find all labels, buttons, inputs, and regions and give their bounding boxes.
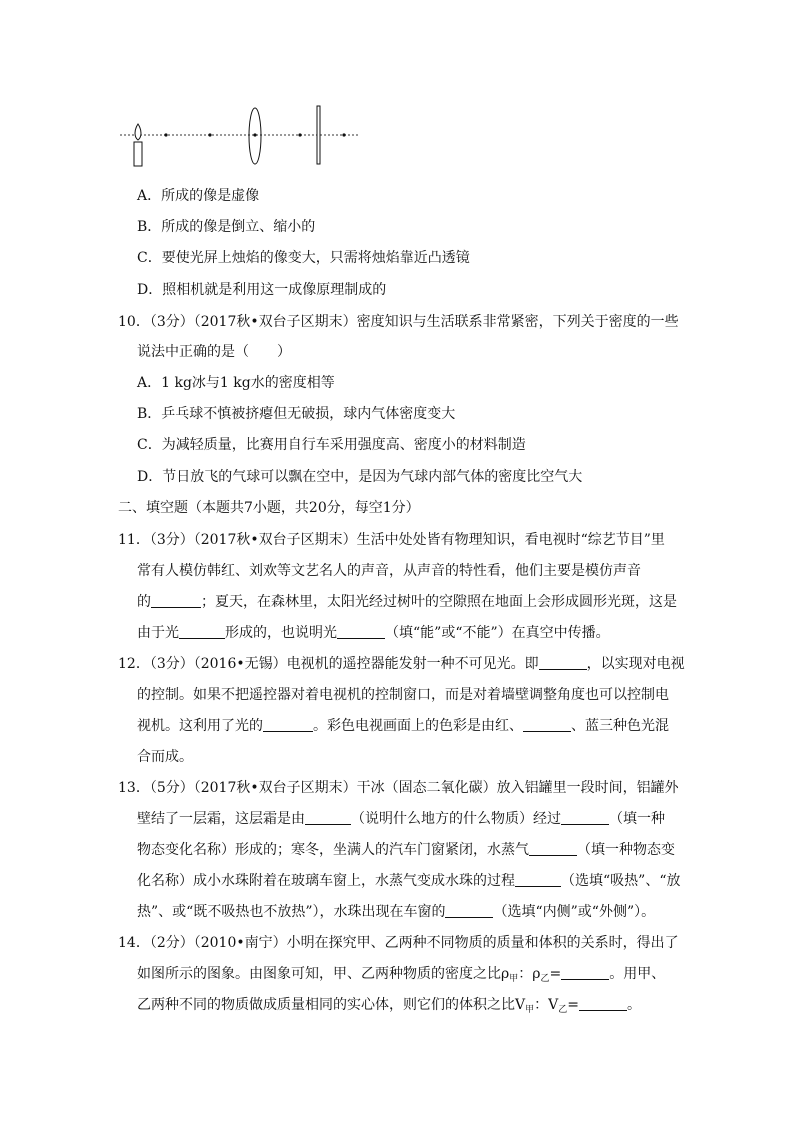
q13-line3: 物态变化名称）形成的；寒冬，坐满人的汽车门窗紧闭，水蒸气 （填一种物态变 xyxy=(137,842,675,858)
answer-blank[interactable] xyxy=(305,810,351,825)
answer-blank[interactable] xyxy=(337,624,385,639)
q13-line2: 壁结了一层霜，这层霜是由 （说明什么地方的什么物质）经过 （填一种 xyxy=(137,811,665,827)
answer-blank[interactable] xyxy=(529,841,577,856)
q12-line1: 12．（3分）（2016•无锡）电视机的遥控器能发射一种不可见光。即 ，以实现对电视 xyxy=(118,656,685,672)
q11-line1: 11．（3分）（2017秋•双台子区期末）生活中处处皆有物理知识，看电视时“综艺节目”里 xyxy=(118,532,665,548)
axis-point xyxy=(208,133,211,136)
answer-blank[interactable] xyxy=(523,717,571,732)
q12-line3: 视机。这利用了光的 。彩色电视画面上的色彩是由红、 、蓝三种色光混 xyxy=(137,718,669,734)
answer-blank[interactable] xyxy=(445,903,493,918)
subscript-jia: 甲 xyxy=(509,974,519,984)
q14-line2: 如图所示的图象。由图象可知，甲、乙两种物质的密度之比$\rho_甲$：$\rho_乙=$ 。用甲、 xyxy=(137,966,666,984)
answer-blank[interactable] xyxy=(539,655,587,670)
answer-blank[interactable] xyxy=(151,593,201,608)
q14-line1: 14．（2分）（2010•南宁）小明在探究甲、乙两种不同物质的质量和体积的关系时，得出了 xyxy=(118,935,679,951)
optics-diagram xyxy=(118,102,363,170)
answer-blank[interactable] xyxy=(515,872,561,887)
q12-line4: 合而成。 xyxy=(137,749,193,765)
q13-line1: 13．（5分）（2017秋•双台子区期末）干冰（固态二氧化碳）放入铝罐里一段时间，铝罐外 xyxy=(118,780,679,796)
q11-line3: 的 ；夏天，在森林里，太阳光经过树叶的空隙照在地面上会形成圆形光斑，这是 xyxy=(137,594,677,610)
q10-option-b: B．乒乓球不慎被挤瘪但无破损，球内气体密度变大 xyxy=(137,406,456,422)
q10-option-d: D．节日放飞的气球可以飘在空中，是因为气球内部气体的密度比空气大 xyxy=(137,469,583,485)
light-screen xyxy=(317,106,320,164)
q10-option-c: C．为减轻质量，比赛用自行车采用强度高、密度小的材料制造 xyxy=(137,437,526,453)
q12-line2: 的控制。如果不把遥控器对着电视机的控制窗口，而是对着墙壁调整角度也可以控制电 xyxy=(137,687,669,703)
axis-point xyxy=(342,133,345,136)
candle-flame xyxy=(135,124,141,140)
q11-line4: 由于光 形成的，也说明光 （填“能”或“不能”）在真空中传播。 xyxy=(137,625,610,641)
q10-stem-line1: 10．（3分）（2017秋•双台子区期末）密度知识与生活联系非常紧密，下列关于密度的一些 xyxy=(118,314,679,330)
q11-line2: 常有人模仿韩红、刘欢等文艺名人的声音，从声音的特性看，他们主要是模仿声音 xyxy=(137,563,641,579)
answer-blank[interactable] xyxy=(579,996,627,1011)
q9-option-b: B．所成的像是倒立、缩小的 xyxy=(137,219,316,235)
q9-option-c: C．要使光屏上烛焰的像变大，只需将烛焰靠近凸透镜 xyxy=(137,250,470,266)
q10-stem-line2: 说法中正确的是（ ） xyxy=(137,344,291,360)
q13-line4: 化名称）成小水珠附着在玻璃车窗上，水蒸气变成水珠的过程 （选填“吸热”、“放 xyxy=(137,873,681,889)
q9-option-d: D．照相机就是利用这一成像原理制成的 xyxy=(137,282,387,298)
q10-option-a: A．1 kg冰与1 kg水的密度相等 xyxy=(137,375,335,391)
answer-blank[interactable] xyxy=(561,965,609,980)
q14-line3: 乙两种不同的物质做成质量相同的实心体，则它们的体积之比$V_甲$：$V_乙=$ 。 xyxy=(137,997,641,1015)
subscript-yi: 乙 xyxy=(540,974,550,984)
q9-option-a: A．所成的像是虚像 xyxy=(137,188,260,204)
lens-center xyxy=(253,133,256,136)
candle xyxy=(134,142,142,166)
answer-blank[interactable] xyxy=(179,624,225,639)
axis-point xyxy=(164,133,167,136)
answer-blank[interactable] xyxy=(263,717,313,732)
subscript-yi: 乙 xyxy=(558,1005,568,1015)
q13-line5: 热”、或“既不吸热也不放热”），水珠出现在车窗的 （选填“内侧”或“外侧”）。 xyxy=(137,904,656,920)
answer-blank[interactable] xyxy=(561,810,609,825)
axis-point xyxy=(298,133,301,136)
subscript-jia: 甲 xyxy=(525,1005,535,1015)
section-heading-fill-in: 二、填空题（本题共7小题，共20分，每空1分） xyxy=(118,500,420,516)
